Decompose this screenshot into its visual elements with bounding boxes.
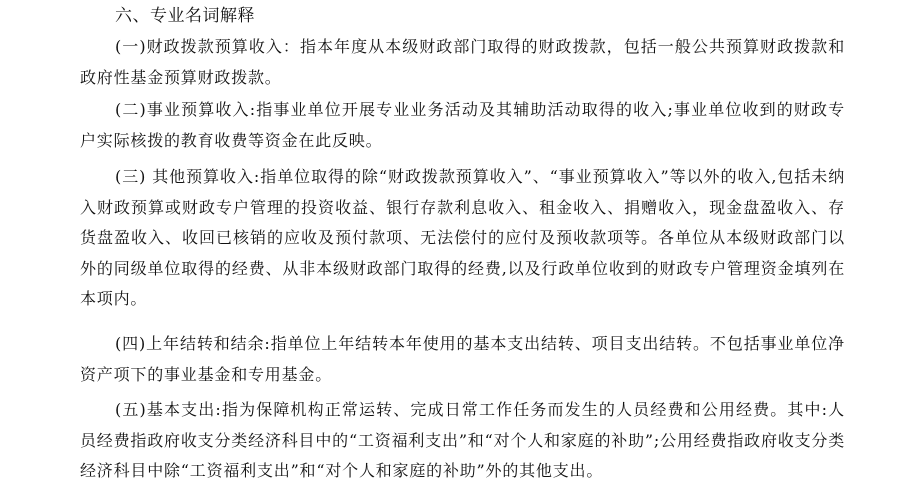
section-heading: 六、专业名词解释 [115,6,255,26]
paragraph-prior-year-carryover: (四)上年结转和结余:指单位上年结转本年使用的基本支出结转、项目支出结转。不包括事业单位净资产项下的事业基金和专用基金。 [80,334,845,384]
paragraph-basic-expenditure: (五)基本支出:指为保障机构正常运转、完成日常工作任务而发生的人员经费和公用经费。其中:人员经费指政府收支分类经济科目中的“工资福利支出”和“对个人和家庭的补助”;公用经费指政府收支分类经济科目中除“工资福利支出”和“对个人和家庭的补助”外的其他支出。 [80,400,845,480]
paragraph-fiscal-appropriation-income: (一)财政拨款预算收入：指本年度从本级财政部门取得的财政拨款，包括一般公共预算财政拨款和政府性基金预算财政拨款。 [80,37,845,87]
paragraph-business-budget-income: (二)事业预算收入:指事业单位开展专业业务活动及其辅助活动取得的收入;事业单位收到的财政专户实际核拨的教育收费等资金在此反映。 [80,100,845,150]
paragraph-other-budget-income: (三) 其他预算收入:指单位取得的除“财政拨款预算收入”、“事业预算收入”等以外的收入,包括未纳入财政预算或财政专户管理的投资收益、银行存款利息收入、租金收入、捐赠收入，现金盘盈收入、存货盘盈收入、收回已核销的应收及预付款项、无法偿付的应付及预收款项等。各单位从本级财政部门以外的同级单位取得的经费、从非本级财政部门取得的经费,以及行政单位收到的财政专户管理资金填列在本项内。 [80,167,845,308]
